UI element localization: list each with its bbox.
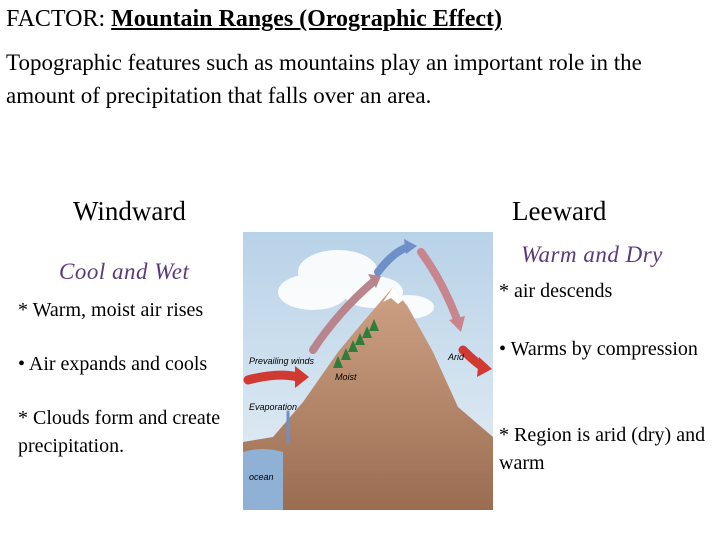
leeward-point-3: * Region is arid (dry) and warm [499,424,706,474]
windward-heading: Windward [73,196,186,226]
leeward-heading: Leeward [512,196,607,226]
slide-title [6,6,502,33]
leeward-summary: Warm and Dry [521,242,663,267]
title-prefix: FACTOR: [6,6,112,32]
windward-point-2: • Air expands and cools [18,353,208,375]
windward-point-1: * Warm, moist air rises [18,299,204,321]
diagram-label-moist: Moist [335,372,357,382]
diagram-label-prevailing-winds: Prevailing winds [249,356,315,366]
windward-point-3: * Clouds form and create precipitation. [18,407,221,457]
orographic-diagram [243,232,493,510]
diagram-label-arid: Arid [448,352,465,362]
windward-summary: Cool and Wet [59,259,190,284]
leeward-point-2: • Warms by compression [499,338,698,360]
leeward-point-1: * air descends [499,280,613,302]
diagram-label-evaporation: Evaporation [249,402,298,412]
diagram-label-ocean: ocean [249,472,274,482]
slide-subtitle: Topographic features such as mountains play an important role in the amount of precipitation that falls over an area. [6,50,642,108]
title-emphasis: Mountain Ranges (Orographic Effect) [111,6,502,32]
